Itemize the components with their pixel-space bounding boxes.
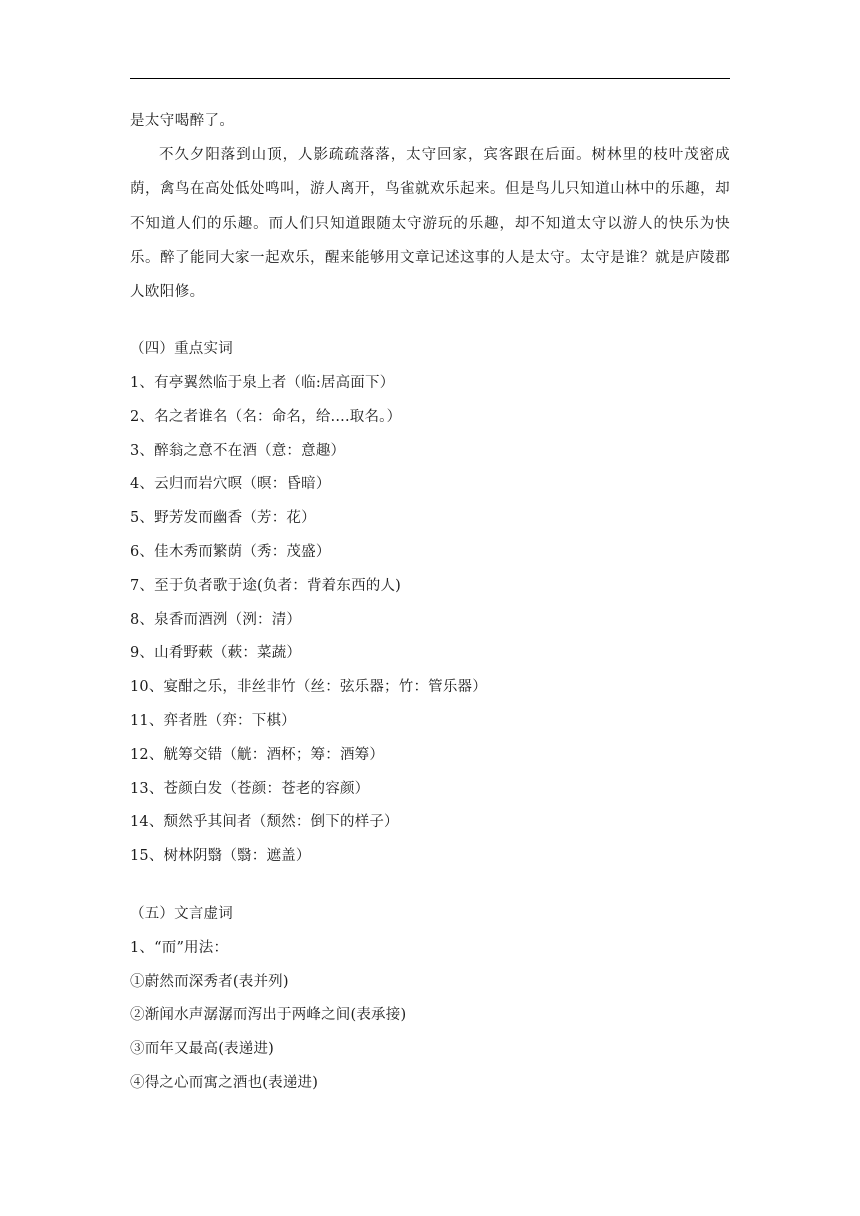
- key-word-item: 13、苍颜白发（苍颜：苍老的容颜）: [130, 780, 370, 797]
- section-heading-function-words: （五）文言虚词: [130, 905, 233, 922]
- section-gap: [130, 309, 730, 333]
- key-word-item: 9、山肴野蔌（蔌：菜蔬）: [130, 645, 302, 662]
- key-word-item: 14、颓然乎其间者（颓然：倒下的样子）: [130, 814, 399, 831]
- key-word-item: 6、佳木秀而繁荫（秀：茂盛）: [130, 544, 331, 560]
- function-word-item: ①蔚然而深秀者(表并列): [130, 973, 289, 990]
- key-word-item: 4、云归而岩穴暝（暝：昏暗）: [130, 476, 331, 493]
- document-body: [130, 104, 730, 1101]
- function-word-item: ②渐闻水声潺潺而泻出于两峰之间(表承接): [130, 1007, 407, 1024]
- key-word-item: 12、觥筹交错（觥：酒杯；筹：酒筹）: [130, 746, 385, 763]
- key-word-item: 5、野芳发而幽香（芳：花）: [130, 510, 316, 527]
- function-word-item: 1、“而”用法：: [130, 939, 229, 956]
- key-word-item: 2、名之者谁名（名：命名，给....取名。）: [130, 408, 402, 425]
- key-word-item: 11、弈者胜（弈：下棋）: [130, 712, 296, 729]
- section-gap: [130, 874, 730, 898]
- translation-paragraph: 不久夕阳落到山顶，人影疏疏落落，太守回家，宾客跟在后面。树林里的枝叶茂密成荫，禽鸟在高处低处鸣叫，游人离开，鸟雀就欢乐起来。但是鸟儿只知道山林中的乐趣，却不知道人们的乐趣。而人们只知道跟随太守游玩的乐趣，却不知道太守以游人的快乐为快乐。醉了能同大家一起欢乐，醒来能够用文章记述这事的人是太守。太守是谁？就是庐陵郡人欧阳修。: [130, 147, 730, 301]
- key-word-item: 3、醉翁之意不在酒（意：意趣）: [130, 442, 346, 459]
- continuation-text: 是太守喝醉了。: [130, 113, 235, 129]
- section-heading-key-words: （四）重点实词: [130, 341, 233, 358]
- function-word-item: ④得之心而寓之酒也(表递进): [130, 1074, 319, 1091]
- function-word-item: ③而年又最高(表递进): [130, 1041, 275, 1058]
- key-word-item: 8、泉香而酒洌（洌：清）: [130, 611, 302, 628]
- key-word-item: 10、宴酣之乐，非丝非竹（丝：弦乐器；竹：管乐器）: [130, 679, 487, 696]
- key-word-item: 15、树林阴翳（翳：遮盖）: [130, 848, 311, 865]
- key-word-item: 7、至于负者歌于途(负者：背着东西的人): [130, 577, 402, 594]
- header-rule: [130, 78, 730, 79]
- key-word-item: 1、有亭翼然临于泉上者（临:居高面下）: [130, 375, 395, 392]
